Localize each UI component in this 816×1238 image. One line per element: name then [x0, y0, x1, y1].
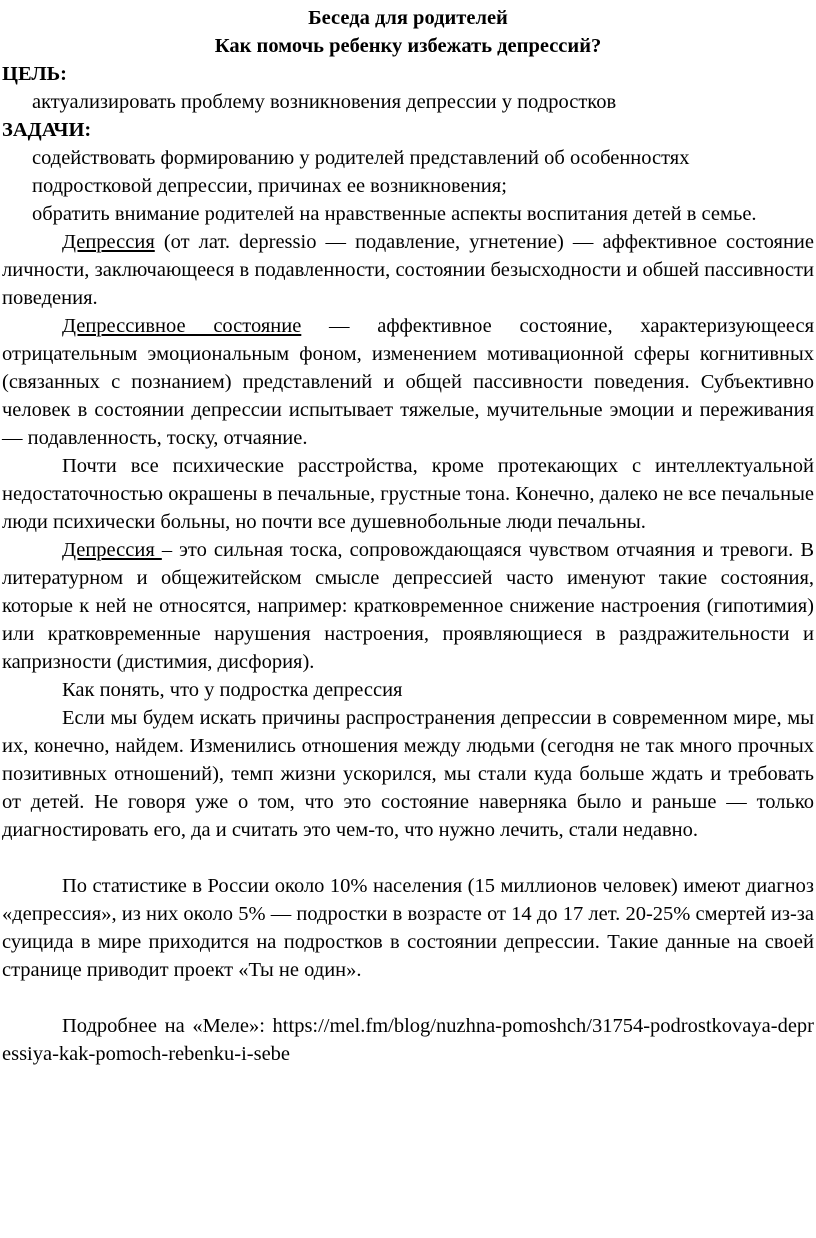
term-depression-2: Депрессия: [62, 539, 162, 561]
goal-label: ЦЕЛЬ:: [2, 63, 68, 85]
task-item-1: содействовать формированию у родителей представлений об особенностях подростковой депрессии, причинах ее возникновения;: [32, 147, 690, 197]
paragraph-text: – это сильная тоска, сопровождающаяся чувством отчаяния и тревоги. В литературном и общежитейском смысле депрессией часто именуют такие состояния, которые к ней не относятся, например: кратковременное снижение настроения (гипотимия) или кратковременные нарушения настроения, проявляющиеся в раздражительности и капризности (дистимия, дисфория).: [2, 539, 815, 673]
paragraph-statistics: По статистике в России около 10% населения (15 миллионов человек) имеют диагноз «депрессия», из них около 5% — подростки в возрасте от 14 до 17 лет. 20-25% смертей из-за суицида в мире приходится на подростков в состоянии депрессии. Такие данные на своей странице приводит проект «Ты не один».: [2, 875, 814, 981]
paragraph-more-info: [2, 1012, 814, 1068]
task-item-2: обратить внимание родителей на нравственные аспекты воспитания детей в семье.: [32, 203, 757, 225]
section-heading-teen-depression: Как понять, что у подростка депрессия: [62, 679, 403, 701]
tasks-label: ЗАДАЧИ:: [2, 119, 92, 141]
paragraph-text: — аффективное состояние, характеризующееся отрицательным эмоциональным фоном, изменением мотивационной сферы когнитивных (связанных с познанием) представлений и общей пассивности поведения. Субъективно человек в состоянии депрессии испытывает тяжелые, мучительные эмоции и переживания — подавленность, тоску, отчаяние.: [2, 315, 814, 449]
paragraph-depressive-state: [2, 312, 814, 452]
source-link[interactable]: https://mel.fm/blog/nuzhna-pomoshch/31754-podrostkovaya-depressiya-kak-pomoch-rebenku-i-sebe: [2, 1015, 814, 1065]
paragraph-depression-longing: [2, 536, 814, 676]
term-depressive-state: Депрессивное состояние: [62, 315, 302, 337]
paragraph-text: (от лат. depressio — подавление, угнетение) — аффективное состояние личности, заключающееся в подавленности, состоянии безысходности и обшей пассивности поведения.: [2, 231, 814, 309]
document-subtitle: Как помочь ребенку избежать депрессий?: [214, 35, 602, 57]
paragraph-mental-disorders: Почти все психические расстройства, кроме протекающих с интеллектуальной недостаточностью окрашены в печальные, грустные тона. Конечно, далеко не все печальные люди психически больны, но почти все душевнобольные люди печальны.: [2, 455, 814, 533]
paragraph-depression-definition: [2, 228, 814, 312]
term-depression: Депрессия: [62, 231, 155, 253]
paragraph-causes: Если мы будем искать причины распространения депрессии в современном мире, мы их, конечно, найдем. Изменились отношения между людьми (сегодня не так много прочных позитивных отношений), темп жизни ускорился, мы стали куда больше ждать и требовать от детей. Не говоря уже о том, что это состояние наверняка было и раньше — только диагностировать его, да и считать это чем-то, что нужно лечить, стали недавно.: [2, 707, 814, 841]
goal-text: актуализировать проблему возникновения депрессии у подростков: [32, 91, 617, 113]
document-title: Беседа для родителей: [308, 7, 508, 29]
more-info-prefix: Подробнее на «Меле»:: [62, 1015, 273, 1037]
